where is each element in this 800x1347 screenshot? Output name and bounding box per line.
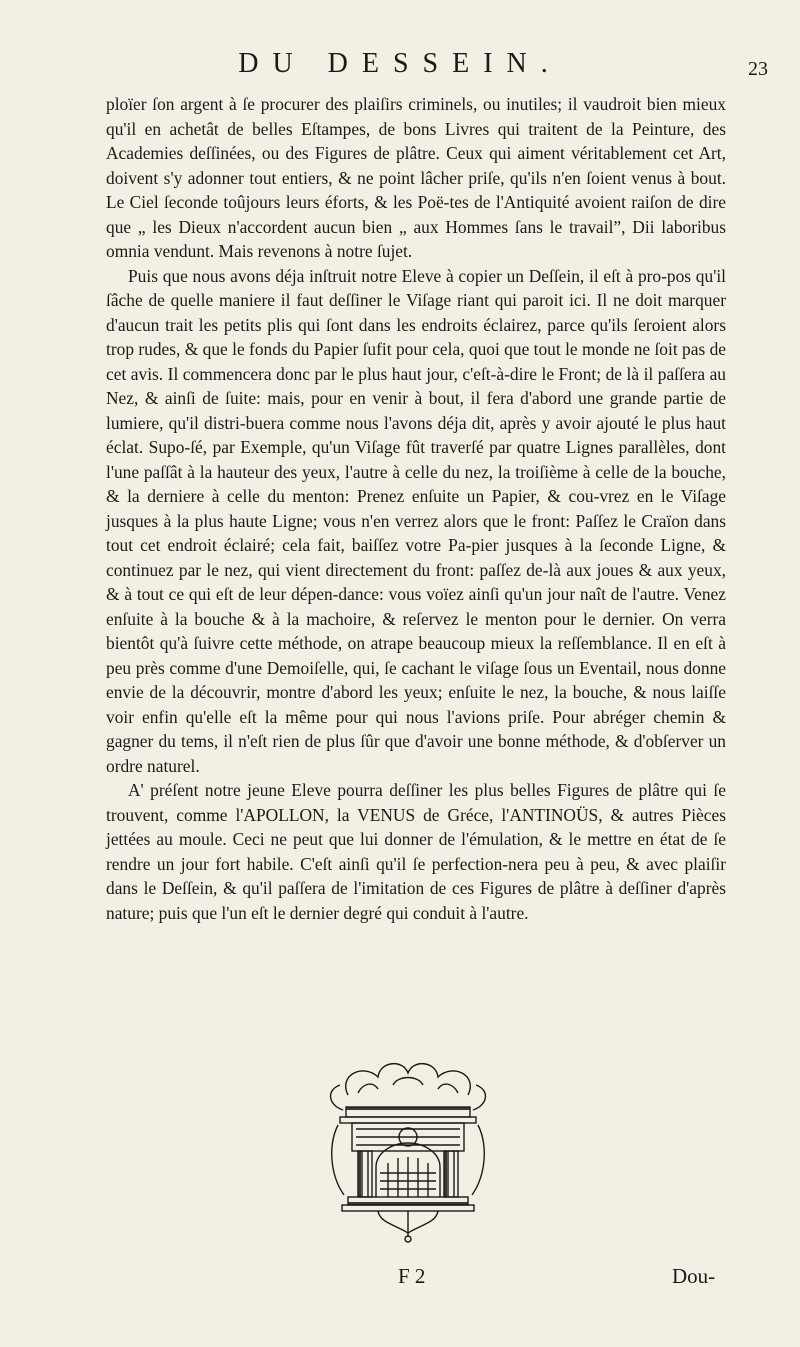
paragraph-3: A' préſent notre jeune Eleve pourra deſſiner les plus belles Figures de plâtre qui ſe trouvent, comme l'APOLLON, la VENUS de Gréce, l'ANTINOÜS, & autres Pièces jettées au moule. Ceci ne peut que lui donner de l'émulation, & le mettre en état de ſe rendre un jour fort habile. C'eſt ainſi qu'il ſe perfection-nera peu à peu, & avec plaiſir dans le Deſſein, & qu'il paſſera de l'imitation de ces Figures de plâtre à deſſiner d'après nature; puis que l'un eſt le dernier degré qui conduit à l'autre. xyxy=(106,780,726,923)
page-number: 23 xyxy=(748,58,768,80)
paragraph-2: Puis que nous avons déja inſtruit notre Eleve à copier un Deſſein, il eſt à pro-pos qu'il ſâche de quelle maniere il faut deſſiner le Viſage riant qui paroit ici. Il ne doit marquer d'aucun trait les petits plis qui ſont dans les endroits éclairez, parce qu'ils ſeroient alors trop rudes, & que le fonds du Papier ſufit pour cela, quoi que tout le monde ne ſoit pas de cet avis. Il commencera donc par le plus haut jour, c'eſt-à-dire le Front; de là il paſſera au Nez, & ainſi de ſuite: mais, pour en venir à bout, il fera d'abord une grande partie de lumiere, qu'il distri-buera comme nous l'avons déja dit, après y avoir ajouté le plus haut éclat. Supo-ſé, par Exemple, qu'un Viſage fût traverſé par quatre Lignes parallèles, dont l'une paſſât à la hauteur des yeux, l'autre à celle du nez, la troiſième à celle de la bouche, & la derniere à celle du menton: Prenez enſuite un Papier, & cou-vrez en le Viſage jusques à la plus haute Ligne; vous n'en verrez alors que le front: Paſſez le Craïon dans tout cet endroit éclairé; cela fait, baiſſez votre Pa-pier jusques à la ſeconde Ligne, & continuez par le nez, qui vient directement du front: paſſez de-là aux joues & aux yeux, & à tout ce qui eſt de leur dépen-dance: vous voïez ainſi qu'un jour naît de l'autre. Venez enſuite à la bouche & à la machoire, & reſervez le menton pour le dernier. On verra bientôt qu'à ſuivre cette méthode, on atrape beaucoup mieux la reſſemblance. Il en eſt à peu près comme d'une Demoiſelle, qui, ſe cachant le viſage ſous un Eventail, nous donne envie de la découvrir, montre d'abord les yeux; enſuite le nez, la bouche, & nous laiſſe voir enfin qu'elle eſt la même pour qui nous l'avions priſe. Pour abréger chemin & gagner du tems, il n'eſt rien de plus ſûr que d'avoir une bonne méthode, & d'obſerver un ordre naturel. xyxy=(106,265,726,776)
architectural-tailpiece-vignette-icon xyxy=(318,1055,498,1245)
body-text xyxy=(106,92,726,925)
signature-mark: F 2 xyxy=(398,1264,426,1288)
catchword: Dou- xyxy=(672,1264,716,1288)
running-head: DU DESSEIN. xyxy=(238,48,562,79)
paragraph-1: ploïer ſon argent à ſe procurer des plaiſirs criminels, ou inutiles; il vaudroit bien mieux qu'il en achetât de belles Eſtampes, de bons Livres qui traitent de la Peinture, des Academies deſſinées, ou des Figures de plâtre. Ceux qui aiment véritablement cet Art, doivent s'y adonner tout entiers, & ne point lâcher priſe, qu'ils n'en ſoient venus à bout. Le Ciel ſeconde toûjours leurs éforts, & les Poë-tes de l'Antiquité avoient raiſon de dire que „ les Dieux n'accordent aucun bien „ aux Hommes ſans le travail”, Dii laboribus omnia vendunt. Mais revenons à notre ſujet. xyxy=(106,94,726,261)
